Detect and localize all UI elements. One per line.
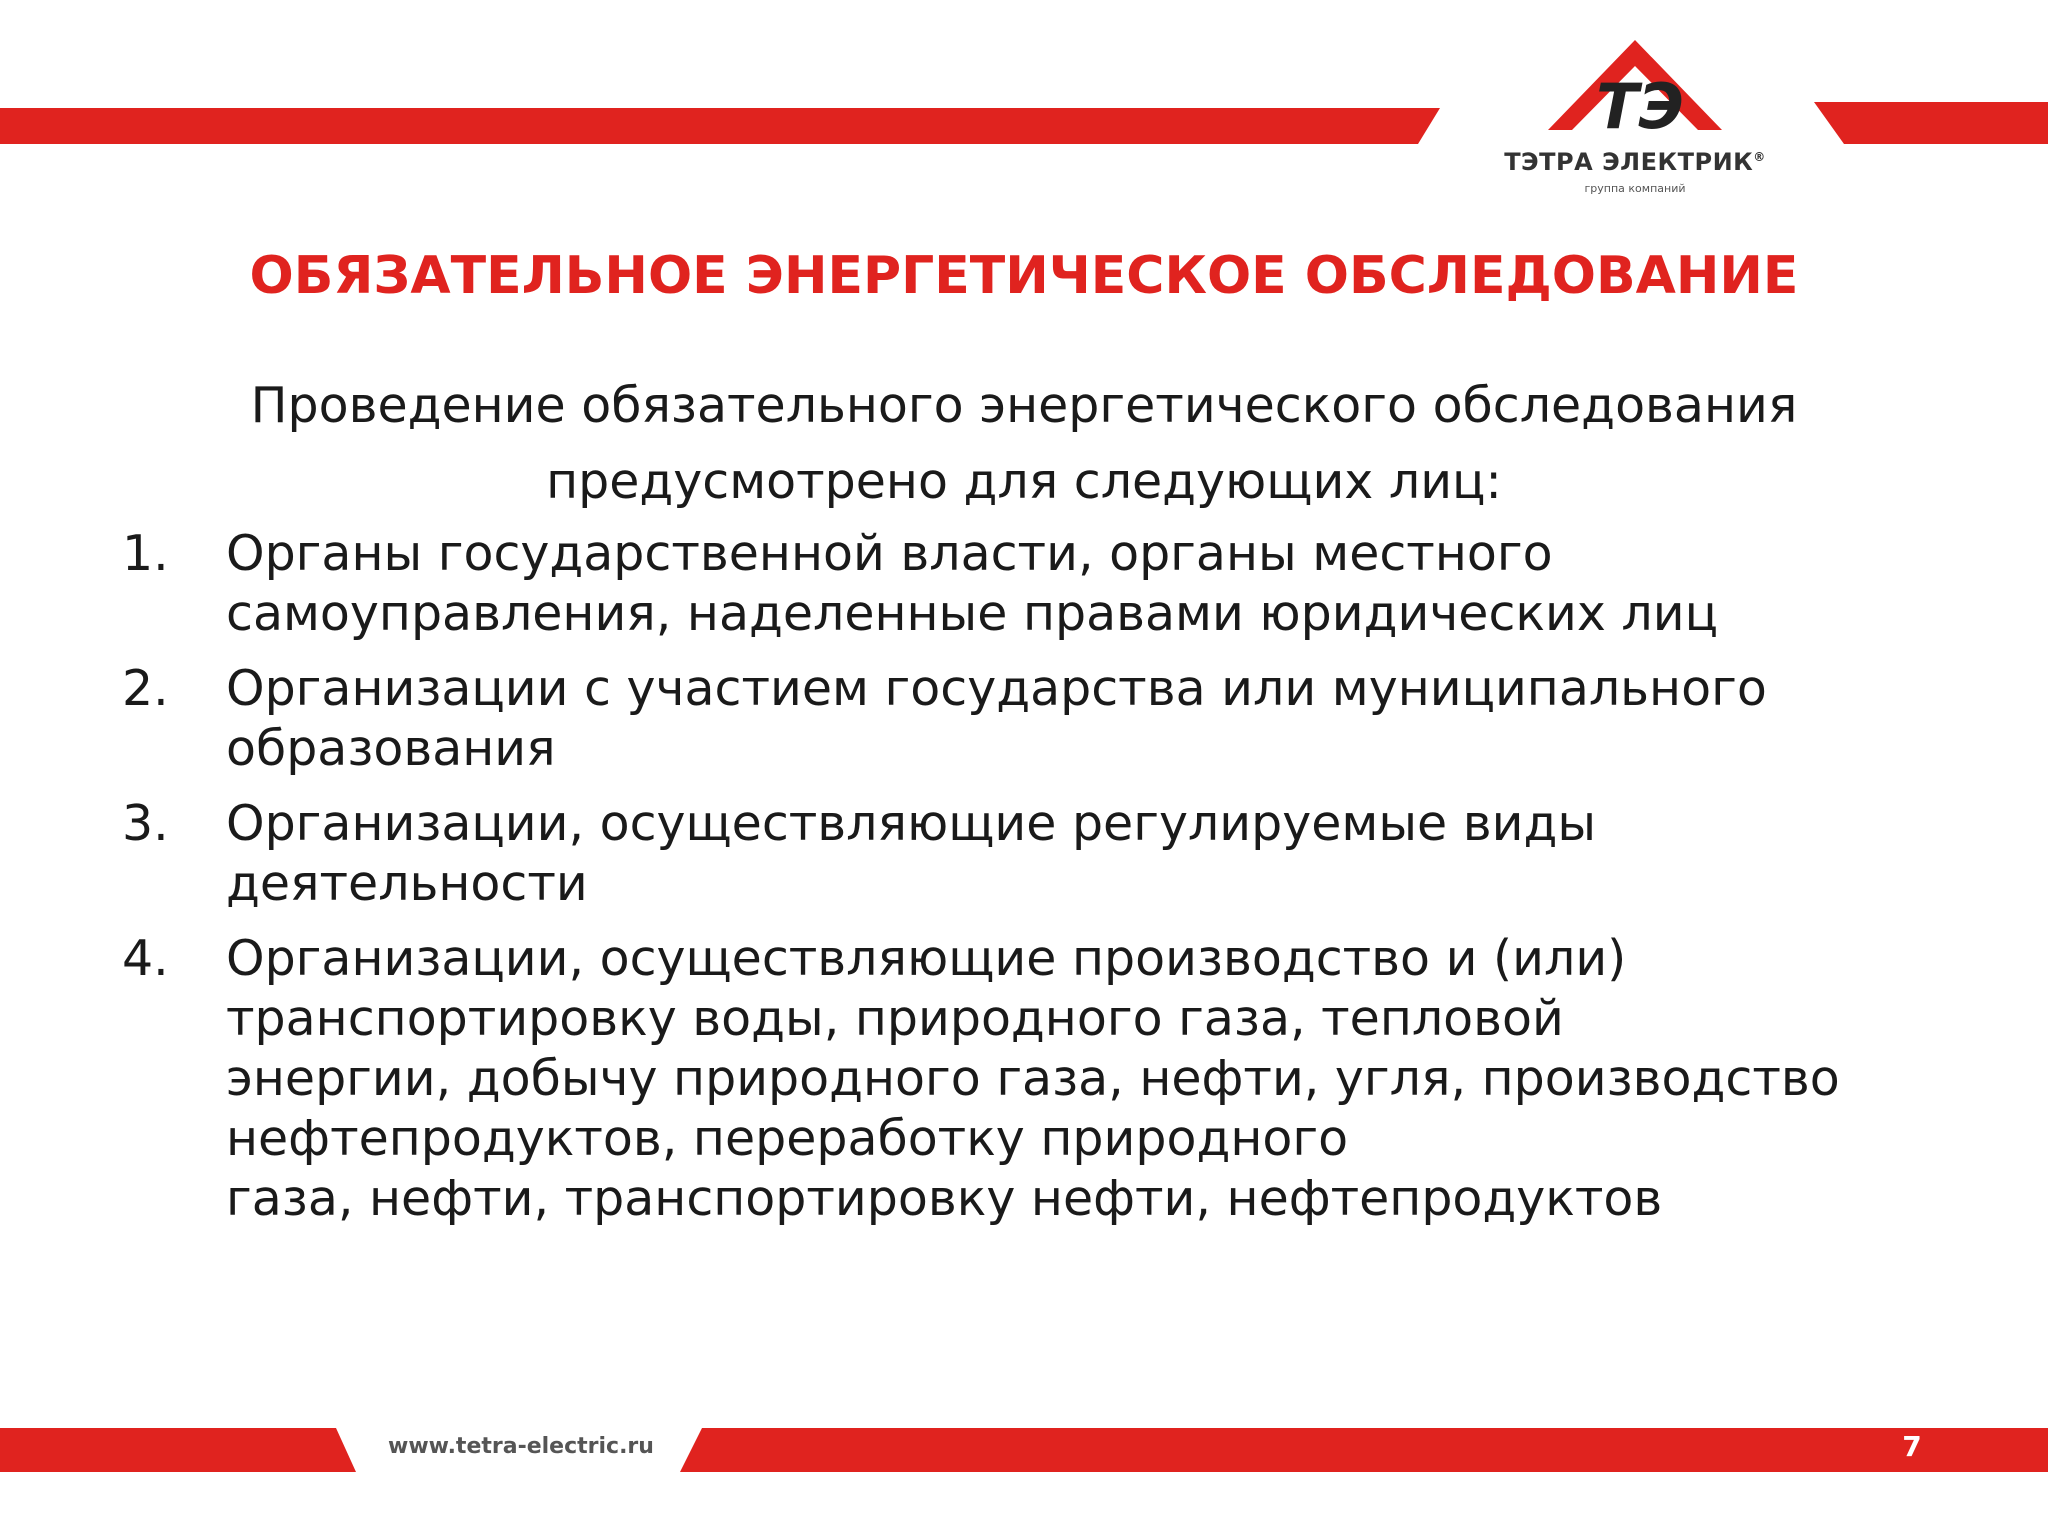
trademark-sign: ® bbox=[1753, 150, 1766, 164]
list-item-number: 4. bbox=[122, 930, 169, 987]
company-logo bbox=[1490, 36, 1780, 206]
list-item-line: нефтепродуктов, переработку природного bbox=[226, 1110, 1349, 1167]
logo-company-name bbox=[1490, 148, 1780, 176]
list-item-line: энергии, добычу природного газа, нефти, угля, производство bbox=[226, 1050, 1840, 1107]
list-item-number: 3. bbox=[122, 795, 169, 852]
logo-monogram: ТЭ bbox=[1596, 70, 1684, 143]
logo-triangle-icon bbox=[1490, 36, 1780, 146]
list-item bbox=[122, 794, 1952, 914]
bottom-red-stripe-left bbox=[0, 1428, 356, 1472]
list-item-line: Организации с участием государства или муниципального bbox=[226, 660, 1767, 717]
list-item bbox=[122, 524, 1952, 644]
intro-line: Проведение обязательного энергетического обследования bbox=[250, 377, 1798, 434]
list-item-line: образования bbox=[226, 720, 556, 777]
list-item-line: транспортировку воды, природного газа, тепловой bbox=[226, 990, 1564, 1047]
top-red-stripe-left bbox=[0, 108, 1440, 148]
page-number: 7 bbox=[1902, 1430, 1922, 1463]
bottom-red-stripe-right bbox=[680, 1428, 2048, 1472]
list-item-line: Органы государственной власти, органы местного bbox=[226, 525, 1553, 582]
intro-line: предусмотрено для следующих лиц: bbox=[546, 453, 1502, 510]
list-item-number: 1. bbox=[122, 525, 169, 582]
list-item-line: деятельности bbox=[226, 855, 588, 912]
logo-subtitle: группа компаний bbox=[1584, 182, 1686, 195]
list-item-number: 2. bbox=[122, 660, 169, 717]
footer-website-link[interactable]: www.tetra-electric.ru bbox=[388, 1434, 654, 1459]
list-item bbox=[122, 659, 1952, 779]
company-name-text: ТЭТРА ЭЛЕКТРИК bbox=[1504, 148, 1754, 176]
list-item bbox=[122, 929, 1952, 1229]
slide-title: ОБЯЗАТЕЛЬНОЕ ЭНЕРГЕТИЧЕСКОЕ ОБСЛЕДОВАНИЕ bbox=[249, 246, 1799, 306]
entities-list bbox=[122, 524, 1952, 1244]
top-red-stripe-right bbox=[1814, 102, 2048, 146]
list-item-line: Организации, осуществляющие производство и (или) bbox=[226, 930, 1627, 987]
list-item-line: самоуправления, наделенные правами юридических лиц bbox=[226, 585, 1718, 642]
list-item-line: Организации, осуществляющие регулируемые виды bbox=[226, 795, 1597, 852]
intro-paragraph bbox=[170, 368, 1878, 520]
list-item-line: газа, нефти, транспортировку нефти, нефтепродуктов bbox=[226, 1170, 1663, 1227]
